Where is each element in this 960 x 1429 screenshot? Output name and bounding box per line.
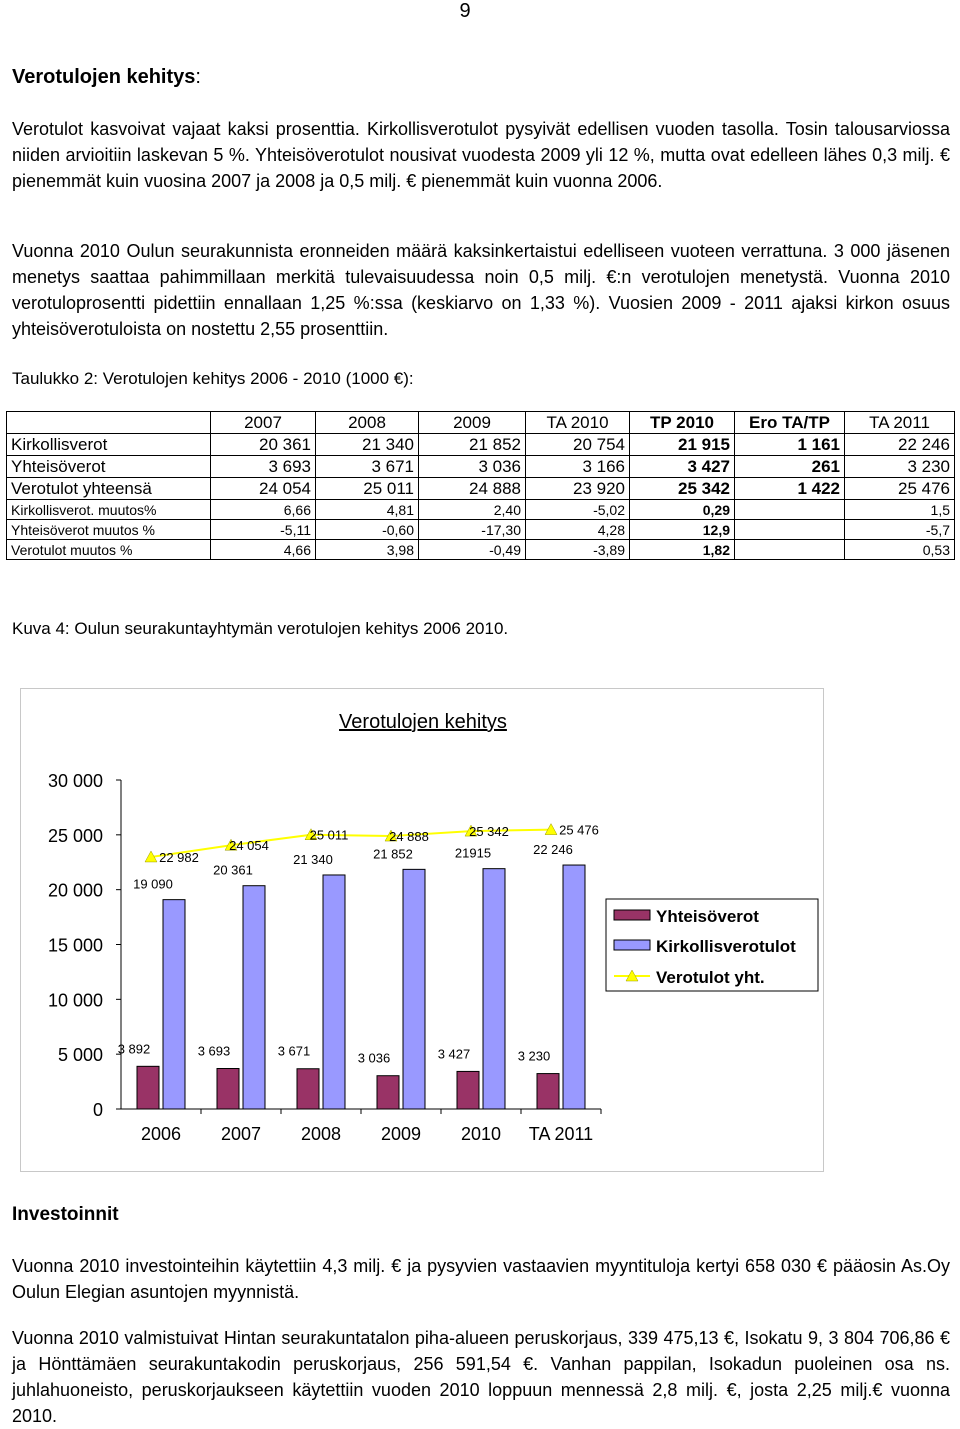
data-label-kirkollisverotulot: 20 361: [213, 862, 253, 878]
row-label: Kirkollisverot: [7, 434, 211, 456]
header-cell: TA 2011: [845, 412, 955, 434]
x-tick-label: 2006: [140, 1124, 182, 1144]
data-label-verotulot: 24 888: [389, 829, 429, 845]
table-row: [7, 520, 955, 540]
table-row: [7, 478, 955, 500]
table-cell: 25 476: [845, 478, 955, 500]
table-cell: 21 340: [316, 434, 419, 456]
table-cell: 4,81: [316, 500, 419, 520]
data-label-yhteisoverot: 3 693: [197, 1043, 231, 1059]
section-heading-verotulot: [12, 66, 201, 89]
paragraph-renovations: Vuonna 2010 valmistuivat Hintan seurakuntatalon piha-alueen peruskorjaus, 339 475,13 €, Isokatu 9, 3 804 706,86 € ja Hönttämäen seurakuntakodin peruskorjaus, 256 591,54 €. Vanhan pappilan, Isokadun puoleinen osa ns. juhlahuoneisto, peruskorjaukseen käytettiin vuoden 2010 loppuun mennessä 2,8 milj. €, josta 2,25 milj.€ vuonna 2010.: [12, 1328, 950, 1426]
legend-swatch-yhteisoverot: [614, 910, 650, 920]
figure-caption: Kuva 4: Oulun seurakuntayhtymän verotulojen kehitys 2006 2010.: [12, 619, 509, 638]
table-cell: 25 011: [316, 478, 419, 500]
legend-swatch-kirkollisverotulot: [614, 940, 650, 950]
data-label-verotulot: 25 011: [309, 827, 349, 843]
bar-kirkollisverotulot: [163, 900, 185, 1109]
header-cell: [7, 412, 211, 434]
data-label-yhteisoverot: 3 230: [517, 1048, 551, 1064]
data-label-verotulot: 22 982: [159, 849, 199, 865]
row-label: Yhteisöverot: [7, 456, 211, 478]
chart-frame: [20, 688, 824, 1172]
table-cell: -5,02: [526, 500, 630, 520]
table-cell: 24 054: [211, 478, 316, 500]
table-cell: 1 422: [735, 478, 845, 500]
data-label-verotulot: 25 476: [559, 822, 599, 838]
y-tick-label: 10 000: [47, 990, 103, 1011]
table-cell: 3 166: [526, 456, 630, 478]
table-cell: 21 915: [630, 434, 735, 456]
table-cell: 24 888: [419, 478, 526, 500]
x-tick-label: TA 2011: [528, 1124, 594, 1144]
table-cell: 3 693: [211, 456, 316, 478]
table-cell: 3,98: [316, 540, 419, 560]
bar-yhteisoverot: [457, 1071, 479, 1109]
bar-kirkollisverotulot: [483, 869, 505, 1109]
data-label-kirkollisverotulot: 21915: [454, 845, 492, 861]
data-label-verotulot: 25 342: [469, 824, 509, 840]
table-cell: 20 361: [211, 434, 316, 456]
table-cell: [735, 500, 845, 520]
table-cell: 261: [735, 456, 845, 478]
tax-income-table: [6, 411, 955, 560]
row-label: Yhteisöverot muutos %: [7, 520, 211, 540]
table-row: [7, 540, 955, 560]
table-cell: -0,60: [316, 520, 419, 540]
data-label-kirkollisverotulot: 21 340: [293, 851, 333, 867]
legend-label-yhteisoverot: Yhteisöverot: [656, 907, 759, 926]
bar-yhteisoverot: [297, 1069, 319, 1109]
section-heading-investoinnit: Investoinnit: [12, 1204, 119, 1225]
data-label-yhteisoverot: 3 427: [437, 1046, 471, 1062]
bar-kirkollisverotulot: [243, 886, 265, 1109]
legend-label-verotulot: Verotulot yht.: [656, 968, 765, 987]
y-tick-label: 5 000: [57, 1045, 103, 1066]
table-cell: [735, 540, 845, 560]
data-label-verotulot: 24 054: [229, 838, 269, 854]
table-cell: 22 246: [845, 434, 955, 456]
table-cell: 25 342: [630, 478, 735, 500]
data-label-kirkollisverotulot: 19 090: [133, 876, 173, 892]
y-tick-label: 25 000: [47, 825, 103, 846]
paragraph-tax-income: Verotulot kasvoivat vajaat kaksi prosenttia. Kirkollisverotulot pysyivät edellisen vuoden tasolla. Tosin talousarviossa niiden arvioitiin laskevan 5 %. Yhteisöverotulot nousivat vuodesta 2009 yli 12 %, mutta ovat edelleen lähes 0,3 milj. € pienemmät kuin vuosina 2007 ja 2008 ja 0,5 milj. € pienemmät kuin vuonna 2006.: [12, 119, 950, 191]
bar-kirkollisverotulot: [563, 865, 585, 1109]
header-cell: Ero TA/TP: [735, 412, 845, 434]
table-header-row: [7, 412, 955, 434]
bar-yhteisoverot: [537, 1074, 559, 1109]
data-label-kirkollisverotulot: 21 852: [373, 846, 413, 862]
table-cell: 4,66: [211, 540, 316, 560]
table-cell: 1,82: [630, 540, 735, 560]
table-cell: 1,5: [845, 500, 955, 520]
table-cell: 3 230: [845, 456, 955, 478]
table-cell: -0,49: [419, 540, 526, 560]
x-tick-label: 2007: [220, 1124, 262, 1144]
row-label: Verotulot yhteensä: [7, 478, 211, 500]
data-label-yhteisoverot: 3 671: [277, 1043, 311, 1059]
data-label-yhteisoverot: 3 892: [117, 1041, 151, 1057]
bar-kirkollisverotulot: [323, 875, 345, 1109]
table-cell: 2,40: [419, 500, 526, 520]
table-cell: 3 427: [630, 456, 735, 478]
table-cell: 1 161: [735, 434, 845, 456]
bar-yhteisoverot: [137, 1066, 159, 1109]
header-cell: TA 2010: [526, 412, 630, 434]
table-row: [7, 456, 955, 478]
y-tick-label: 0: [92, 1100, 103, 1120]
legend-label-kirkollisverotulot: Kirkollisverotulot: [656, 937, 796, 956]
table-cell: 6,66: [211, 500, 316, 520]
table-caption: Taulukko 2: Verotulojen kehitys 2006 - 2010 (1000 €):: [12, 369, 414, 388]
table-cell: -5,7: [845, 520, 955, 540]
bar-kirkollisverotulot: [403, 869, 425, 1109]
section-heading-text: Verotulojen kehitys: [12, 66, 196, 88]
table-cell: 0,53: [845, 540, 955, 560]
table-cell: 4,28: [526, 520, 630, 540]
y-tick-label: 20 000: [47, 880, 103, 901]
table-cell: [735, 520, 845, 540]
header-cell: 2007: [211, 412, 316, 434]
page-number: 9: [459, 0, 471, 22]
row-label: Verotulot muutos %: [7, 540, 211, 560]
tax-income-chart: [21, 689, 823, 1171]
bar-yhteisoverot: [377, 1076, 399, 1109]
header-cell: 2009: [419, 412, 526, 434]
paragraph-investments: Vuonna 2010 investointeihin käytettiin 4,3 milj. € ja pysyvien vastaavien myyntituloja kertyi 658 030 € pääosin As.Oy Oulun Elegian asuntojen myynnistä.: [12, 1256, 950, 1302]
table-cell: 0,29: [630, 500, 735, 520]
data-label-yhteisoverot: 3 036: [357, 1050, 391, 1066]
table-cell: 3 671: [316, 456, 419, 478]
heading-colon: :: [195, 66, 201, 88]
header-cell: 2008: [316, 412, 419, 434]
table-row: [7, 434, 955, 456]
chart-title: Verotulojen kehitys: [339, 711, 507, 733]
table-cell: 3 036: [419, 456, 526, 478]
x-tick-label: 2008: [300, 1124, 342, 1144]
y-tick-label: 15 000: [47, 935, 103, 956]
table-cell: -5,11: [211, 520, 316, 540]
x-tick-label: 2009: [380, 1124, 422, 1144]
table-cell: -17,30: [419, 520, 526, 540]
table-cell: 23 920: [526, 478, 630, 500]
paragraph-resignations: Vuonna 2010 Oulun seurakunnista eronneiden määrä kaksinkertaistui edelliseen vuoteen verrattuna. 3 000 jäsenen menetys saattaa pahimmillaan merkitä tulevaisuudessa noin 0,5 milj. €:n verotulojen menetystä. Vuonna 2010 verotuloprosentti pidettiin ennallaan 1,25 %:ssa (keskiarvo on 1,33 %). Vuosien 2009 - 2011 ajaksi kirkon osuus yhteisöverotuloista on nostettu 2,55 prosenttiin.: [12, 241, 950, 339]
table-cell: 20 754: [526, 434, 630, 456]
table-row: [7, 500, 955, 520]
table-cell: 12,9: [630, 520, 735, 540]
header-cell: TP 2010: [630, 412, 735, 434]
bar-yhteisoverot: [217, 1069, 239, 1109]
row-label: Kirkollisverot. muutos%: [7, 500, 211, 520]
table-cell: -3,89: [526, 540, 630, 560]
data-label-kirkollisverotulot: 22 246: [533, 842, 573, 858]
table-cell: 21 852: [419, 434, 526, 456]
y-tick-label: 30 000: [47, 771, 103, 791]
x-tick-label: 2010: [460, 1124, 502, 1144]
